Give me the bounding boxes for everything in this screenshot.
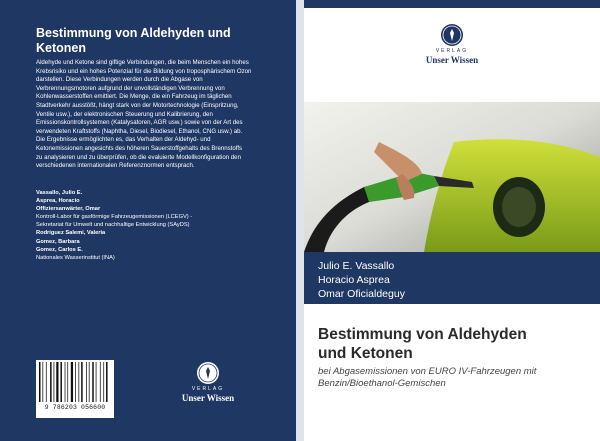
back-cover (0, 0, 296, 441)
publisher-logo-back (168, 362, 248, 403)
cover-photo-fuel-nozzle (304, 102, 600, 252)
publisher-emblem-icon (441, 24, 463, 46)
abstract-line: zu analysieren und zu überprüfen, ob die evaluierte Modellkonfiguration den (36, 153, 241, 161)
abstract-line: verschiedenen internationalen Referenznormen entsprach. (36, 162, 195, 170)
isbn-number: 9 786203 056600 (36, 404, 114, 411)
publisher-verlag-label: VERLAG (191, 386, 225, 392)
abstract-line: darstellen. Diese Verbindungen werden durch die Abgase von (36, 76, 203, 84)
publisher-name: Unser Wissen (425, 55, 479, 65)
publisher-verlag-label: VERLAG (435, 48, 469, 54)
back-title-line: Bestimmung von Aldehyden und (36, 26, 231, 40)
abstract-line: Die Ergebnisse ermöglichten es, das Verhalten der Aldehyd- und (36, 136, 211, 144)
affiliation-line: Asprea, Horacio (36, 198, 80, 205)
affiliation-line: Gomez, Carlos E. (36, 246, 83, 253)
affiliation-line: Rodriguez Salemi, Valeria (36, 230, 106, 237)
front-subtitle (318, 366, 590, 390)
author-affiliations (36, 189, 272, 262)
front-title-line: und Ketonen (318, 345, 413, 362)
affiliation-line: Offiziersanwärter, Omar (36, 206, 101, 213)
abstract-line: Ventile usw.), der elektronischen Steuerung und Kalibrierung, den (36, 110, 213, 118)
front-subtitle-line: Benzin/Bioethanol-Gemischen (318, 378, 446, 389)
affiliation-line: Vassallo, Julio E. (36, 190, 83, 196)
publisher-logo-front (402, 24, 502, 65)
abstract-line: Emissionskontrollsystemen (Katalysatoren, AGR usw.) sowie von der Art des (36, 119, 243, 127)
abstract-line: Ketonemissionen angesichts des höheren Sauerstoffgehalts des Brennstoffs (36, 144, 243, 152)
publisher-name: Unser Wissen (181, 393, 235, 403)
front-subtitle-line: bei Abgasemissionen von EURO IV-Fahrzeugen mit (318, 366, 537, 377)
abstract-line: Aldehyde und Ketone sind giftige Verbindungen, die beim Menschen ein hohes (36, 59, 249, 66)
abstract-line: Verbrennungsmotoren aufgrund der unvollständigen Verbrennung von (36, 84, 225, 92)
abstract (36, 59, 272, 171)
barcode-graphic (36, 360, 114, 404)
abstract-line: verwendeten Kraftstoffs (Naphtha, Diesel, Biodiesel, Ethanol, CNG usw.) ab. (36, 127, 243, 135)
front-top-bar (304, 0, 600, 8)
affiliation-line: Kontroll-Labor für gasförmige Fahrzeugemissionen (LCEGV) - (36, 214, 193, 221)
front-author: Horacio Asprea (318, 274, 390, 286)
back-title-line: Ketonen (36, 41, 86, 55)
affiliation-line: Gomez, Barbara (36, 238, 80, 245)
authors-band (304, 252, 600, 304)
affiliation-line: Nationales Wasserinstitut (INA) (36, 254, 115, 261)
front-author: Julio E. Vassallo (318, 260, 395, 272)
front-cover (304, 0, 600, 441)
front-title (318, 325, 590, 363)
abstract-line: Stadtverkehr ausstößt, hängt stark von der Motortechnologie (Einspritzung, (36, 101, 239, 109)
front-author: Omar Oficialdeguy (318, 288, 405, 300)
back-title (36, 26, 272, 56)
abstract-line: Krebsrisiko und ein hohes Potenzial für die Bildung von troposphärischem Ozon (36, 67, 252, 75)
publisher-emblem-icon (197, 362, 219, 384)
spine (296, 0, 304, 441)
front-title-line: Bestimmung von Aldehyden (318, 326, 527, 343)
affiliation-line: Sekretariat für Umwelt und nachhaltige Entwicklung (SAyDS) (36, 222, 190, 229)
abstract-line: Kohlenwasserstoffen emittiert. Die Menge, die ein Fahrzeug im täglichen (36, 93, 232, 101)
